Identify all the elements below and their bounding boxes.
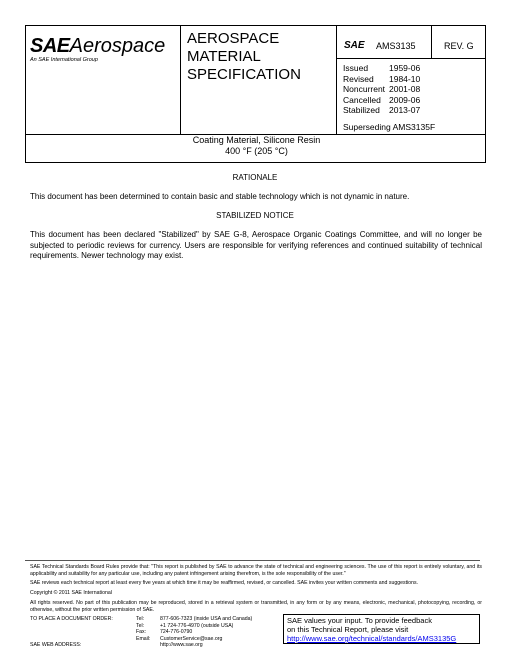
superseding-note: Superseding AMS3135F (343, 122, 436, 132)
date-row: Cancelled 2009-06 (343, 94, 421, 105)
order-contacts: TO PLACE A DOCUMENT ORDER: Tel: 877-606-7323 (inside USA and Canada) Tel: +1 724-776-4970 (outside USA) Fax: 724-776-0790 Email: CustomerService@sae.org SAE WEB ADDRESS: http://www.sae.org (30, 616, 253, 649)
copyright-notice: Copyright © 2011 SAE International (30, 590, 112, 596)
document-header (25, 25, 486, 163)
header-divider (431, 26, 432, 58)
rights-statement: All rights reserved. No part of this publication may be reproduced, stored in a retrieval system or transmitted, in any form or by any means, electronic, mechanical, photocopying, recording, or otherwise, without the prior written permission of SAE. (30, 600, 482, 613)
rationale-text: This document has been determined to contain basic and stable technology which is not dynamic in nature. (30, 192, 410, 201)
date-row: Revised 1984-10 (343, 73, 421, 84)
review-statement: SAE reviews each technical report at least every five years at which time it may be reaffirmed, revised, or cancelled. SAE invites your written comments and suggestions. (30, 580, 418, 586)
fax-number: 724-776-0790 (160, 629, 193, 636)
sae-aerospace-logo: SAEAerospace An SAE International Group (30, 35, 166, 63)
feedback-link[interactable]: http://www.sae.org/technical/standards/AMS3135G (287, 634, 457, 643)
web-address: http://www.sae.org (160, 642, 203, 649)
date-history (343, 63, 420, 116)
header-divider (180, 26, 181, 134)
revision-label: REV. G (444, 41, 474, 51)
feedback-box: SAE values your input. To provide feedback on this Technical Report, please visit http://www.sae.org/technical/standards/AMS3135G (283, 614, 480, 644)
stabilized-text: This document has been declared "Stabilized" by SAE G-8, Aerospace Organic Coatings Committee, and will no longer be subjected to periodic reviews for currency. Users are responsible for verifying references and continued suitability of technical requirements. Newer technology may exist. (30, 230, 482, 260)
email-address: CustomerService@sae.org (160, 635, 223, 642)
header-divider (336, 58, 486, 59)
rules-statement: SAE Technical Standards Board Rules provide that: "This report is published by SAE to advance the state of technical and engineering sciences. The use of this report is entirely voluntary, and its applicability and suitability for any particular use, including any patent infringement arising therefrom, is the sole responsibility of the user." (30, 564, 482, 577)
date-row: Stabilized 2013-07 (343, 105, 421, 115)
header-divider (336, 26, 337, 134)
document-number: AMS3135 (376, 41, 416, 51)
phone-number: 877-606-7323 (inside USA and Canada) (160, 616, 253, 622)
phone-number: +1 724-776-4970 (outside USA) (160, 622, 234, 629)
document-type-title: AEROSPACE MATERIAL SPECIFICATION (187, 30, 301, 83)
date-row: Noncurrent 2001-08 (343, 84, 421, 94)
footer-divider (25, 560, 480, 561)
date-row: Issued 1959-06 (343, 63, 421, 73)
stabilized-heading: STABILIZED NOTICE (216, 211, 294, 220)
document-subject: Coating Material, Silicone Resin 400 °F (205 °C) (192, 135, 321, 156)
rationale-heading: RATIONALE (232, 173, 278, 182)
sae-mark: SAE (344, 40, 365, 51)
